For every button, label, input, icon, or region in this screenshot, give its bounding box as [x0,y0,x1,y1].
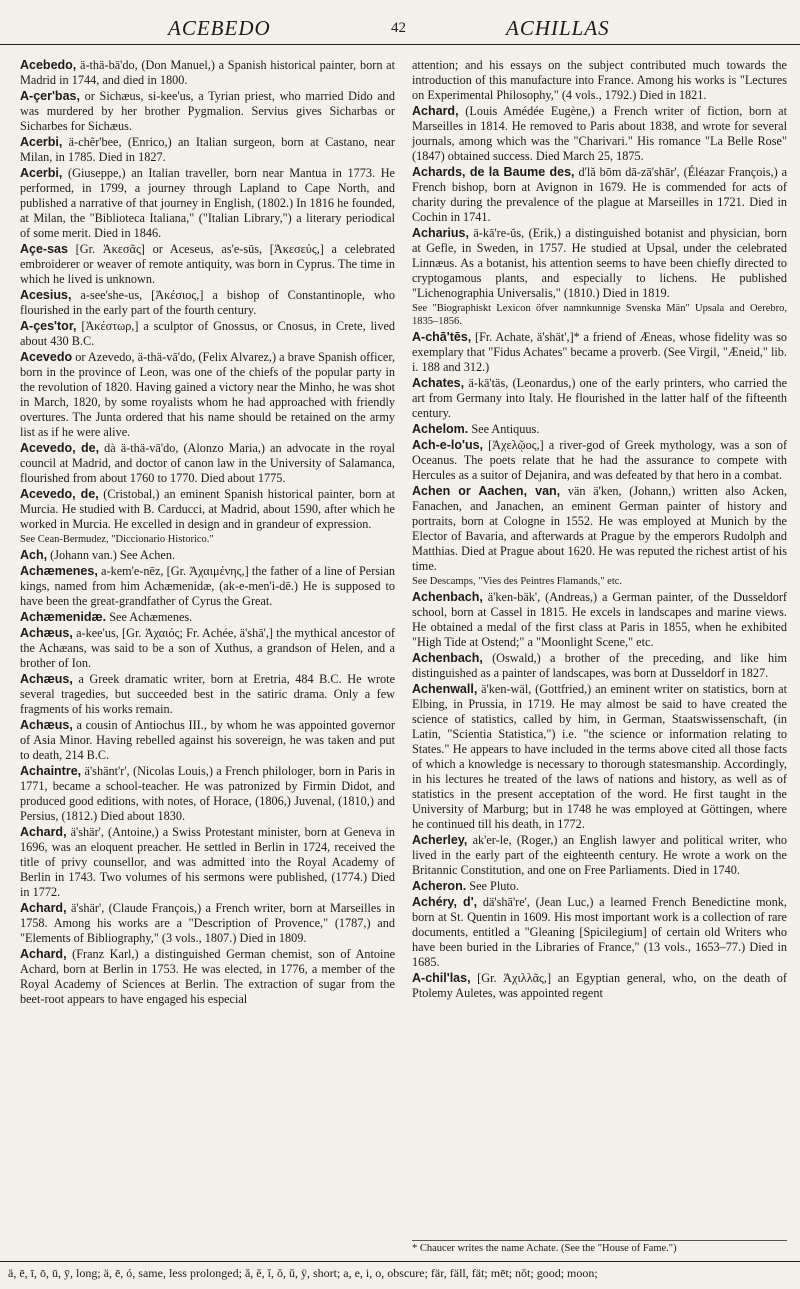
reference-note: See "Biographiskt Lexicon öfver namnkunnige Svenska Män" Upsala and Oerebro, 1835–1856. [412,303,787,327]
entry-pronunciation: vän ä'ken, [567,484,622,498]
entry-headword: Acheron. [412,879,467,893]
entry-pronunciation: dä'shā're', [482,895,530,909]
dictionary-entry [412,438,787,483]
entry-text: (Antoine,) a Swiss Protestant minister, born at Geneva in 1696, was an eloquent preacher. He settled in Berlin in 1724, received the title of privy counsellor, and was admitted into the Royal Academy of Berlin in 1743. Two volumes of his sermons were published, (1774.) Died in 1772. [20,825,395,899]
entry-pronunciation: or [84,89,95,103]
entry-text: (Franz Karl,) a distinguished German chemist, son of Antoine Achard, born at Berlin in 1753. He was elected, in 1776, a member of the Royal Academy of Sciences at Berlin. The extraction of sugar from the beet-root appears to have engaged his especial [20,947,396,1006]
entry-pronunciation: d'lă bōm dā-zā'shār', [578,165,680,179]
reference-note: See Cean-Bermudez, "Diccionario Historico." [20,534,214,545]
right-column [412,58,787,1002]
dictionary-entry [20,441,395,486]
entry-pronunciation: ä-kā'täs, [468,376,509,390]
entry-headword: Ach, [20,548,48,562]
entry-headword: Achelom. [412,422,469,436]
entry-headword: Achaintre, [20,764,82,778]
dictionary-entry [412,165,787,225]
entry-headword: Acerbi, [20,135,63,149]
entry-headword: Acharius, [412,226,469,240]
entry-text: (Leonardus,) one of the early printers, who carried the art from Germany into Italy. He flourished in the latter half of the fifteenth century. [412,376,788,420]
dictionary-entry [20,166,395,241]
entry-text: (Johann van.) See Achen. [50,548,176,562]
entry-headword: Acebedo, [20,58,77,72]
dictionary-entry [20,242,395,287]
entry-text: (Erik,) a distinguished botanist and physician, born at Gefle, in Sweden, in 1757. He studied at Upsal, under the celebrated Linnæus. As a botanist, his attention seems to have been chiefly directed to cryptogamous plants, and especially to lichens. He published "Lichenographia Universalis," (1810.) Died in 1819. [412,226,788,300]
entry-headword: Achard, [20,947,67,961]
entry-headword: Achards, de la Baume des, [412,165,575,179]
running-head-right: ACHILLAS [506,16,610,40]
dictionary-entry [20,610,395,625]
dictionary-entry [412,895,787,970]
entry-headword: Ach-e-lo'us, [412,438,484,452]
entry-text: See Achæmenes. [109,610,193,624]
reference-note: See Descamps, "Vies des Peintres Flamands," etc. [412,576,623,587]
entry-headword: Achæus, [20,626,73,640]
entry-pronunciation: dà ä-thä-vā'do, [104,441,179,455]
entry-headword: Achæmenidæ. [20,610,107,624]
entry-pronunciation: [Fr. Achate, ä'shät',]* [475,330,580,344]
entry-headword: Achéry, d', [412,895,478,909]
entry-pronunciation: ä-chêr'bee, [68,135,122,149]
dictionary-entry [412,226,787,301]
entry-text: (Andreas,) a German painter, of the Dusseldorf school, born at Cassel in 1815. He excels in landscapes and marine views. He obtained a medal of the first class at Paris in 1855, when he exhibited "High Tide at Ostend;" a "Moonlight Scene," etc. [412,590,788,649]
dictionary-entry [20,825,395,900]
entry-headword: Achard, [412,104,459,118]
entry-text: (Johann,) written also Acken, Fanachen, and Janachen, an eminent German painter of history and portraits, born at Cologne in 1552. He was employed at Munich by the Elector of Bavaria, and afterwards at Prague by the emperors Rudolph and Matthias. Died at Prague about 1620. He was reputed the richest artist of his time. [412,484,788,573]
dictionary-entry [412,422,787,437]
dictionary-entry [412,971,787,1001]
dictionary-entry [20,901,395,946]
entry-pronunciation: ä-kā're-ŭs, [473,226,525,240]
entry-text: (Louis Amédée Eugène,) a French writer of fiction, born at Marseilles in 1814. He removed to Paris about 1838, and wrote for several journals, among which was the "Charivari." His romance "La Belle Rose" (1847) obtained success. Died March 25, 1875. [412,104,788,163]
entry-headword: Acevedo, de, [20,487,99,501]
left-column [20,58,395,1008]
dictionary-entry [20,626,395,671]
entry-pronunciation: a-see'she-us, [Ἀκέσιος,] [80,288,204,302]
dictionary-entry [412,682,787,832]
dictionary-entry [412,104,787,164]
entry-headword: Achates, [412,376,465,390]
entry-text: a friend of Æneas, whose fidelity was so exemplary that "Fidus Achates" became a proverb. (See Virgil, "Æneid," lib. i. 188 and 312.) [412,330,787,374]
entry-text: an Egyptian general, who, on the death of Ptolemy Auletes, was appointed regent [412,971,788,1000]
dictionary-entry [412,330,787,375]
dictionary-entry [412,484,787,574]
entry-pronunciation: a-kee'us, [Gr. Ἀχαιός; Fr. Achée, ä'shā',] [76,626,273,640]
footnote: * Chaucer writes the name Achate. (See the "House of Fame.") [412,1240,787,1254]
entry-text: Sichæus, si-kee'us, a Tyrian priest, who married Dido and was murdered by her brother Pygmalion. Servius gives Sicharbas or Sicharbes for Sichæus. [20,89,396,133]
dictionary-entry [412,590,787,650]
entry-text: a Greek dramatic writer, born at Eretria, 484 B.C. He wrote several tragedies, but succeeded best in the satiric drama. Only a few fragments of his works remain. [20,672,396,716]
entry-headword: Achard, [20,825,67,839]
entry-text: (Oswald,) a brother of the preceding, and like him distinguished as a painter of landscapes, was born at Dusseldorf in 1827. [412,651,787,680]
entry-pronunciation: ä'ken-bäk', [487,590,541,604]
dictionary-entry [20,350,395,440]
entry-pronunciation: [Gr. Ἀχιλλᾶς,] [477,971,552,985]
entry-headword: Achard, [20,901,67,915]
entry-headword: A-çes'tor, [20,319,77,333]
dictionary-entry [20,564,395,609]
dictionary-entry [412,833,787,878]
entry-headword: Açe-sas [20,242,68,256]
entry-pronunciation: ä'ken-wäl, [481,682,532,696]
entry-text: (Gottfried,) an eminent writer on statistics, born at Elbing, in Prussia, in 1719. He may almost be said to have created the science of statistics, called by him, in German, Staatswissenschaft, (in Latin, "Scientia Statistica,") i.e. "the science or information relating to States." He appears to have included in the terms above cited all those facts of which a knowledge is necessary to thorough statesmanship. Accordingly, in his lectures he treated of the laws of nations and history, as well as of statistics in the present acceptation of the word. He first taught in the University of Marburg; but in 1748 he was employed at Göttingen, where he continued till his death, in 1772. [412,682,788,831]
entry-headword: A-chā'tēs, [412,330,472,344]
entry-text: (Giuseppe,) an Italian traveller, born near Mantua in 1773. He performed, in 1799, a journey through Lapland to Cape North, and published a narrative of that journey in English, (1802.) In 1816 he founded, at Milan, the "Biblioteca Italiana," ("Italian Library,") a literary periodical of some merit. Died in 1846. [20,166,395,240]
entry-headword: Achæus, [20,718,73,732]
entry-headword: Achæus, [20,672,73,686]
entry-text: a river-god of Greek mythology, was a son of Oceanus. The poets relate that he had the assurance to compete with Hercules as a suitor of Dejanira, and was defeated by that hero in a combat. [412,438,788,482]
pronunciation-key: ä, ē, ī, ō, ū, ȳ, long; ä, ē, ó, same, less prolonged; ă, ĕ, ĭ, ŏ, ŭ, ÿ, short; a, e, i, o, obscure; fär, fäll, fät; mēt; nŏt; good; moon; [0,1261,800,1281]
dictionary-entry [20,672,395,717]
entry-text: a cousin of Antiochus III., by whom he was appointed governor of Asia Minor. Having rebelled against his sovereign, he was taken and put to death, 214 B.C. [20,718,396,762]
entry-text: (Cristobal,) an eminent Spanish historical painter, born at Murcia. He studied with B. Carducci, at Madrid, about 1590, after which he worked in Murcia. He excelled in design and in grandeur of expression. [20,487,396,531]
dictionary-entry [412,879,787,894]
entry-text: the father of a line of Persian kings, named from him Achæmenidæ, (ak-e-men'i-dē.) He is supposed to have been the great-grandfather of Cyrus the Great. [20,564,396,608]
entry-headword: Acevedo, de, [20,441,100,455]
entry-headword: Achenbach, [412,590,483,604]
dictionary-entry [20,135,395,165]
entry-pronunciation: ä-thä-bā'do, [80,58,138,72]
dictionary-entry [20,718,395,763]
dictionary-entry [20,947,395,1007]
entry-text: See Antiquus. [471,422,540,436]
entry-headword: Achenwall, [412,682,478,696]
page-number: 42 [391,20,406,36]
dictionary-entry [412,651,787,681]
page-header [0,14,800,45]
running-head-left: ACEBEDO [168,16,271,40]
dictionary-entry [20,548,395,563]
entry-text: or Aceseus, as'e-sūs, [Ἀκεσεύς,] a celebrated embroiderer or weaver of remote antiquity, was born in Cyprus. The time in which he lived is unknown. [20,242,396,286]
entry-pronunciation: ä'shänt'r', [84,764,130,778]
entry-pronunciation: ak'er-le, [472,833,512,847]
entry-text: attention; and his essays on the subject contributed much towards the introduction of this manufacture into France. Among his works is "Lectures on Experimental Philosophy," (4 vols., 1792.) Died in 1821. [412,58,787,102]
dictionary-entry [20,58,395,88]
entry-headword: Acerbi, [20,166,63,180]
entry-text: (Nicolas Louis,) a French philologer, born in Paris in 1771, became a school-teacher. He was patronized by Firmin Didot, and produced good editions, with notes, of Horace, (1806,) Juvenal, (1810,) and Persius, (1812.) Died about 1830. [20,764,396,823]
entry-pronunciation: ä'shär', [70,901,105,915]
entry-text: (Don Manuel,) a Spanish historical painter, born at Madrid in 1744, and died in 1800. [20,58,396,87]
entry-headword: Achen or Aachen, van, [412,484,561,498]
entry-pronunciation: or Azevedo, ä-thä-vā'do, [75,350,196,364]
entry-pronunciation: [Gr. Ἀκεσᾶς] [75,242,145,256]
entry-text: (Felix Alvarez,) a brave Spanish officer, born in the province of Leon, was one of the chiefs of the popular party in the revolution of 1820. Having gained a victory near the Minho, he was shot in March, 1820, by some royalists whom he had approached with friendly overtures. The Junta ordered that his name should be retained on the army list as if he were alive. [20,350,396,439]
entry-text: a bishop of Constantinople, who flourished in the early part of the fourth century. [20,288,396,317]
entry-text: (Alonzo Maria,) an advocate in the royal council at Madrid, and doctor of canon law in the University of Salamanca, flourished from about 1760 to 1770. Died about 1775. [20,441,395,485]
entry-pronunciation: ä'shär', [70,825,104,839]
entry-text: (Claude François,) a French writer, born at Marseilles in 1758. Among his works are a "Description of Provence," (1787,) and "Elements of Bibliography," (3 vols., 1807.) Died in 1809. [20,901,396,945]
entry-text: (Enrico,) an Italian surgeon, born at Castano, near Milan, in 1785. Died in 1827. [20,135,395,164]
entry-pronunciation: [Ἀχελῷος,] [488,438,544,452]
entry-headword: Achenbach, [412,651,483,665]
dictionary-entry [20,764,395,824]
entry-text: (Jean Luc,) a learned French Benedictine monk, born at St. Quentin in 1609. His most important work is a collection of rare documents, entitled a "Gleaning [Spicilegium] of certain old Writers who have been buried in the Libraries of France," (13 vols., 1653–77.) Died in 1685. [412,895,787,969]
dictionary-entry [20,288,395,318]
entry-headword: A-çer'bas, [20,89,80,103]
dictionary-entry [20,319,395,349]
entry-pronunciation: [Ἀκέστωρ,] [81,319,139,333]
entry-headword: A-chil'las, [412,971,471,985]
entry-pronunciation: a-kem'e-nēz, [Gr. Ἀχαιμένης,] [101,564,249,578]
entry-text: a sculptor of Gnossus, or Cnosus, in Crete, lived about 430 B.C. [20,319,396,348]
entry-text: the mythical ancestor of the Achæans, was said to be a son of Xuthus, a grandson of Helen, and a brother of Ion. [20,626,396,670]
entry-text: (Éléazar François,) a French bishop, born at Avignon in 1679. He is commended for acts of charity during the prevalence of the plague at Marseilles in 1721. Died in Cochin in 1741. [412,165,788,224]
entry-text: (Roger,) an English lawyer and political writer, who lived in the early part of the eighteenth century. He wrote a work on the Britannic Constitution, and one on Free Parliaments. Died in 1740. [412,833,788,877]
entry-headword: Acherley, [412,833,468,847]
entry-headword: Acesius, [20,288,72,302]
dictionary-entry [412,376,787,421]
dictionary-entry [20,89,395,134]
dictionary-entry [20,487,395,532]
entry-headword: Acevedo [20,350,73,364]
entry-headword: Achæmenes, [20,564,98,578]
dictionary-entry [412,58,787,103]
entry-text: See Pluto. [469,879,519,893]
